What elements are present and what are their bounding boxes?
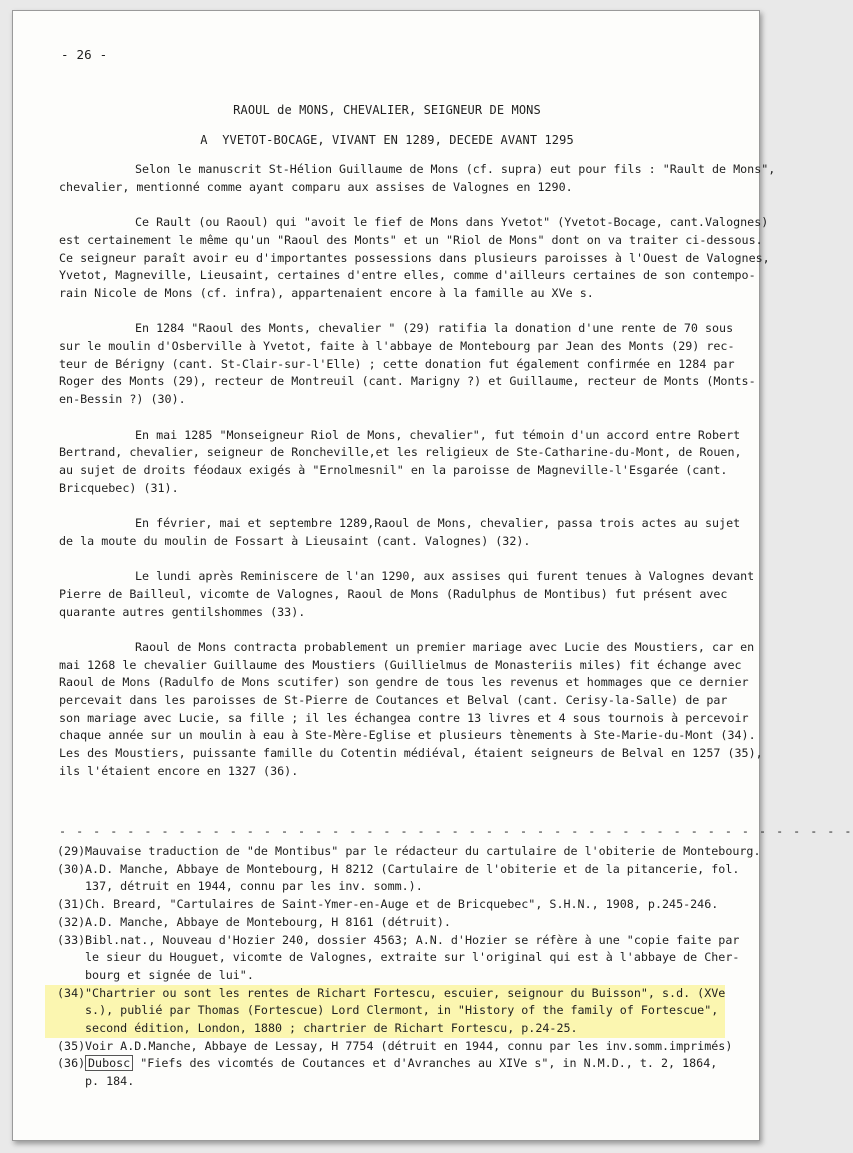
footnote-text xyxy=(85,843,761,861)
paragraph-line: Selon le manuscrit St-Hélion Guillaume de Mons (cf. supra) eut pour fils : "Rault de Mons", xyxy=(135,162,776,176)
paragraph-line: teur de Bérigny (cant. St-Clair-sur-l'Elle) ; cette donation fut également confirmée en 1284 par xyxy=(59,356,735,371)
footnote-text xyxy=(85,1038,747,1056)
footnote-number: (30) xyxy=(57,861,86,876)
page-number: - 26 - xyxy=(61,47,108,62)
paragraph-line: Bertrand, chevalier, seigneur de Roncheville,et les religieux de Ste-Catharine-du-Mont, de Rouen, xyxy=(59,445,742,460)
footnote xyxy=(57,914,747,932)
footnote-line: A.D. Manche, Abbaye de Montebourg, H 8212 (Cartulaire de l'obiterie et de la pitancerie, fol. xyxy=(85,861,740,876)
body-text xyxy=(59,161,776,798)
paragraph-line: chevalier, mentionné comme ayant comparu aux assises de Valognes en 1290. xyxy=(59,179,573,194)
paragraph-line: Bricquebec) (31). xyxy=(59,480,179,495)
paragraph-line: mai 1268 le chevalier Guillaume des Moustiers (Guillielmus de Monasteriis miles) fit échange avec xyxy=(59,657,742,672)
footnote-line: bourg et signée de lui". xyxy=(85,967,254,982)
paragraph-line: percevait dans les paroisses de St-Pierre de Coutances et Belval (cant. Cerisy-la-Salle) de par xyxy=(59,693,728,707)
paragraph-line: en-Bessin ?) (30). xyxy=(59,392,186,407)
paragraph xyxy=(59,568,755,621)
footnote-line: Voir A.D.Manche, Abbaye de Lessay, H 7754 (détruit en 1944, connu par les inv.somm.imprimés) xyxy=(85,1038,733,1053)
footnote-line-rest: "Fiefs des vicomtés de Coutances et d'Avranches au XIVe s", in N.M.D., t. 2, 1864, xyxy=(133,1056,718,1071)
footnote-text xyxy=(85,985,725,1038)
footnote-number: (32) xyxy=(57,914,86,929)
footnote-number: (31) xyxy=(57,897,86,912)
paragraph xyxy=(59,515,739,550)
footnote xyxy=(57,861,747,896)
footnote-text xyxy=(85,896,747,914)
footnote-line: Bibl.nat., Nouveau d'Hozier 240, dossier 4563; A.N. d'Hozier se réfère à une "copie faite par xyxy=(85,932,740,947)
footnote-line: 137, détruit en 1944, connu par les inv. somm.). xyxy=(85,879,423,894)
footnote-number: (35) xyxy=(57,1038,86,1053)
paragraph-line: son mariage avec Lucie, sa fille ; il les échangea contre 13 livres et 4 sous tournois à percevoir xyxy=(59,710,749,725)
footnote-line: le sieur du Houguet, vicomte de Valognes, extraite sur l'original qui est à l'abbaye de Cher- xyxy=(85,950,740,965)
paragraph-line: En février, mai et septembre 1289,Raoul de Mons, chevalier, passa trois actes au sujet xyxy=(135,516,741,530)
footnote xyxy=(57,843,761,861)
footnote-line: s.), publié par Thomas (Fortescue) Lord Clermont, in "History of the family of Fortescue", xyxy=(85,1003,719,1018)
footnote-separator: - - - - - - - - - - - - - - - - - - - - - - - - - - - - - - - - - - - - - - - - - - - - - - - xyxy=(59,824,853,838)
paragraph xyxy=(59,161,776,196)
paragraph xyxy=(59,320,756,409)
footnote-line: "Chartrier ou sont les rentes de Richart Fortescu, escuier, seignour du Buisson", s.d. (XVe xyxy=(85,985,726,1000)
paragraph-line: quarante autres gentilshommes (33). xyxy=(59,604,306,619)
paragraph-line: Yvetot, Magneville, Lieusaint, certaines d'entre elles, comme d'ailleurs certaines de son contempo- xyxy=(59,268,756,283)
paragraph-line: En 1284 "Raoul des Monts, chevalier " (29) ratifia la donation d'une rente de 70 sous xyxy=(135,321,734,336)
footnote-number: (29) xyxy=(57,844,86,858)
footnote-line: second édition, London, 1880 ; chartrier de Richart Fortescu, p.24-25. xyxy=(85,1021,578,1036)
footnote-highlighted xyxy=(45,985,725,1038)
footnote-text xyxy=(85,861,747,896)
footnote-line xyxy=(85,1055,747,1073)
footnote-text xyxy=(85,914,747,932)
footnote-line: Mauvaise traduction de "de Montibus" par le rédacteur du cartulaire de l'obiterie de Montebourg. xyxy=(85,844,761,858)
footnote-line: Ch. Breard, "Cartulaires de Saint-Ymer-en-Auge et de Bricquebec", S.H.N., 1908, p.245-246. xyxy=(85,897,719,912)
paragraph-line: Les des Moustiers, puissante famille du Cotentin médiéval, étaient seigneurs de Belval en 1257 (35), xyxy=(59,746,763,761)
footnotes xyxy=(57,843,761,1091)
paragraph-line: rain Nicole de Mons (cf. infra), appartenaient encore à la famille au XVe s. xyxy=(59,285,594,300)
paragraph-line: de la moute du moulin de Fossart à Lieusaint (cant. Valognes) (32). xyxy=(59,533,531,548)
paragraph-line: Raoul de Mons contracta probablement un premier mariage avec Lucie des Moustiers, car en xyxy=(135,639,755,654)
footnote-line: p. 184. xyxy=(85,1074,135,1089)
footnote xyxy=(57,1038,747,1056)
paragraph-line: Raoul de Mons (Radulfo de Mons scutifer) son gendre de tous les revenus et hommages que ce dernier xyxy=(59,675,749,690)
paragraph xyxy=(59,639,763,781)
paragraph-line: Pierre de Bailleul, vicomte de Valognes, Raoul de Mons (Radulphus de Montibus) fut présent avec xyxy=(59,586,728,601)
title-line-1: RAOUL de MONS, CHEVALIER, SEIGNEUR DE MONS xyxy=(233,103,541,117)
paragraph-line: Ce Rault (ou Raoul) qui "avoit le fief de Mons dans Yvetot" (Yvetot-Bocage, cant.Valognes) xyxy=(135,215,769,230)
footnote-text xyxy=(85,932,747,985)
paragraph xyxy=(59,427,742,498)
paragraph-line: Le lundi après Reminiscere de l'an 1290, aux assises qui furent tenues à Valognes devant xyxy=(135,569,755,584)
bracketed-author: Dubosc xyxy=(85,1055,133,1071)
paragraph-line: En mai 1285 "Monseigneur Riol de Mons, chevalier", fut témoin d'un accord entre Robert xyxy=(135,427,741,442)
paragraph-line: Ce seigneur paraît avoir eu d'importantes possessions dans plusieurs paroisses à l'Ouest de Valognes, xyxy=(59,250,770,265)
document-page xyxy=(12,10,853,1141)
paragraph-line: Roger des Monts (29), recteur de Montreuil (cant. Marigny ?) et Guillaume, recteur de Monts (Monts- xyxy=(59,374,756,389)
paragraph-line: ils l'étaient encore en 1327 (36). xyxy=(59,763,299,778)
paragraph-line: est certainement le même qu'un "Raoul des Monts" et un "Riol de Mons" dont on va traiter ci-dessous. xyxy=(59,232,763,247)
paragraph-line: sur le moulin d'Osberville à Yvetot, faite à l'abbaye de Montebourg par Jean des Monts (29) rec- xyxy=(59,339,735,353)
paragraph-line: chaque année sur un moulin à eau à Ste-Mère-Eglise et plusieurs tènements à Ste-Marie-du-Mont (34). xyxy=(59,728,756,743)
footnote-number: (34) xyxy=(57,985,86,1000)
footnote xyxy=(57,1055,747,1090)
footnote-line: A.D. Manche, Abbaye de Montebourg, H 8161 (détruit). xyxy=(85,914,451,929)
footnote-number: (36) xyxy=(57,1056,86,1071)
footnote xyxy=(57,932,747,985)
footnote-number: (33) xyxy=(57,932,86,947)
title-line-2: A YVETOT-BOCAGE, VIVANT EN 1289, DECEDE AVANT 1295 xyxy=(200,133,574,147)
paragraph-line: au sujet de droits féodaux exigés à "Ernolmesnil" en la paroisse de Magneville-l'Esgarée (cant. xyxy=(59,462,728,477)
footnote xyxy=(57,896,747,914)
footnote-text xyxy=(85,1055,747,1090)
paragraph xyxy=(59,214,770,303)
